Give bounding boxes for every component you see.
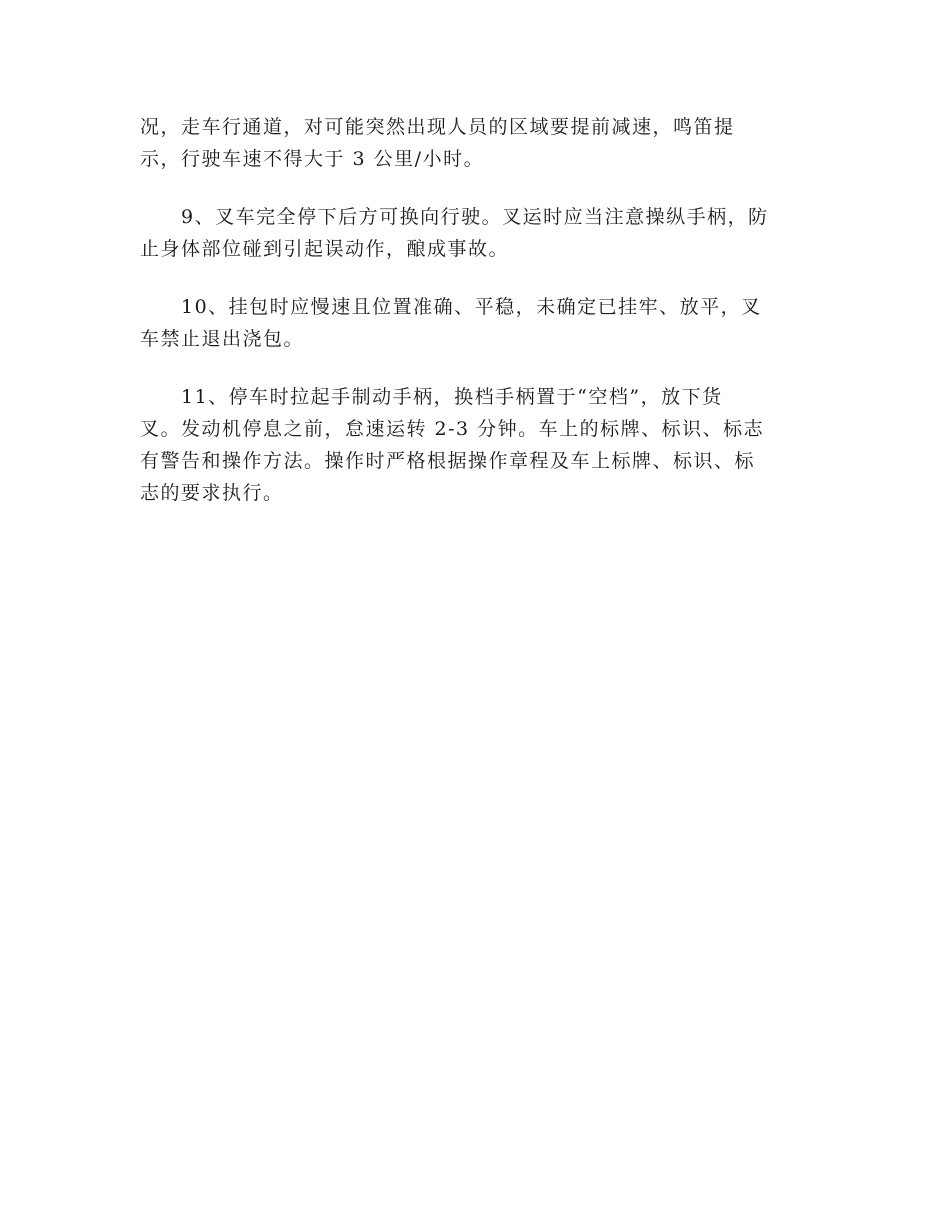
text-line: 有警告和操作方法。操作时严格根据操作章程及车上标牌、标识、标: [140, 450, 756, 472]
text-line: 10、挂包时应慢速且位置准确、平稳，未确定已挂牢、放平，叉: [181, 296, 762, 318]
text-line: 9、叉车完全停下后方可换向行驶。叉运时应当注意操纵手柄，防: [181, 206, 769, 228]
text-line: 况，走车行通道，对可能突然出现人员的区域要提前减速，鸣笛提: [140, 116, 735, 138]
text-line: 叉。发动机停息之前，怠速运转 2-3 分钟。车上的标牌、标识、标志: [140, 418, 765, 440]
paragraph-item-9: [140, 201, 805, 265]
document-body: [140, 111, 805, 535]
paragraph-item-11: [140, 381, 805, 509]
text-line: 止身体部位碰到引起误动作，酿成事故。: [140, 238, 510, 260]
paragraph-item-10: [140, 291, 805, 355]
text-line: 志的要求执行。: [140, 482, 284, 504]
text-line: 示，行驶车速不得大于 3 公里/小时。: [140, 148, 485, 170]
text-line: 11、停车时拉起手制动手柄，换档手柄置于“空档”，放下货: [181, 386, 723, 408]
text-line: 车禁止退出浇包。: [140, 328, 305, 350]
paragraph-continuation: [140, 111, 805, 175]
